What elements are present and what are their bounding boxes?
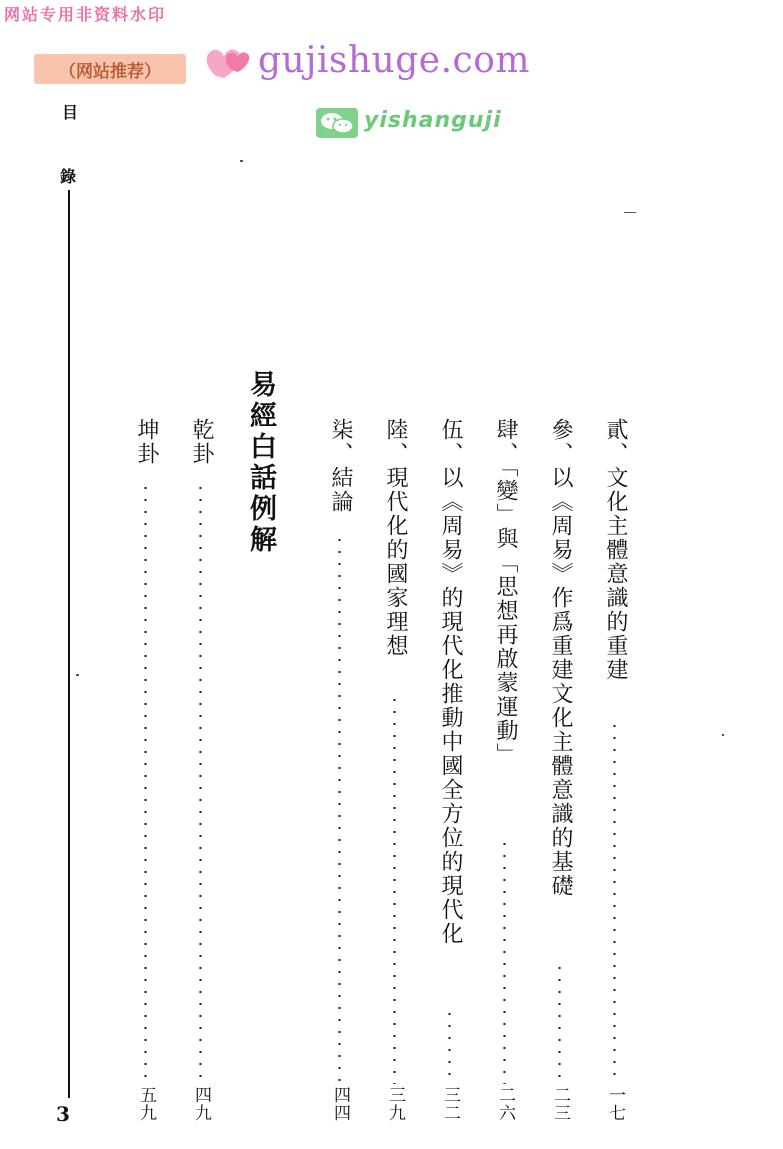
site-logo-text: gujishuge.com <box>258 40 531 81</box>
toc-entry <box>435 418 465 1138</box>
wechat-icon <box>316 108 358 138</box>
toc-entry <box>545 418 575 1138</box>
print-speck <box>76 674 79 676</box>
page-number: 3 <box>56 1102 70 1126</box>
recommend-badge: （网站推荐） <box>34 54 186 84</box>
toc-entry <box>600 418 630 1138</box>
dot-leader <box>558 962 561 1084</box>
dot-leader <box>613 720 616 1084</box>
toc-entry-page: 三九 <box>385 1086 405 1122</box>
dot-leader <box>199 482 202 1084</box>
dot-leader <box>144 482 147 1084</box>
toc-entry-title: 柒、結論 <box>328 418 353 514</box>
margin-char-lu: 錄 <box>60 167 77 186</box>
watermark-notice: 网站专用非资料水印 <box>4 5 167 24</box>
dot-leader <box>393 694 396 1084</box>
toc-entry <box>325 418 355 1138</box>
toc-entry-page: 三二 <box>440 1086 460 1122</box>
toc-entry-title: 坤卦 <box>134 418 159 466</box>
toc-entry-title: 乾卦 <box>189 418 214 466</box>
dot-leader <box>448 1008 451 1084</box>
dot-leader <box>338 534 341 1084</box>
toc-entry-page: 四四 <box>330 1086 350 1122</box>
toc-entry-title: 陸、現代化的國家理想 <box>383 418 408 658</box>
print-speck <box>624 212 636 213</box>
toc-entry-page: 二三 <box>550 1086 570 1122</box>
toc-entry-page: 二六 <box>495 1086 515 1122</box>
margin-char-mu: 目 <box>62 103 79 122</box>
margin-rule <box>68 190 70 1098</box>
print-speck <box>722 734 724 736</box>
toc-entry-page: 一七 <box>605 1086 625 1122</box>
toc-entry-title: 伍、以《周易》的現代化推動中國全方位的現代化 <box>438 418 463 946</box>
toc-entry <box>490 418 520 1138</box>
toc-entry <box>186 418 216 1138</box>
toc-entry <box>380 418 410 1138</box>
toc-entry-page: 四九 <box>191 1086 211 1122</box>
toc-entry-title: 參、以《周易》作爲重建文化主體意識的基礎 <box>548 418 573 898</box>
toc-entry-page: 五九 <box>136 1086 156 1122</box>
toc-entry <box>131 418 161 1138</box>
hearts-icon <box>202 40 254 82</box>
wechat-handle: yishanguji <box>364 108 502 133</box>
dot-leader <box>503 838 506 1084</box>
toc-entry-title: 貳、文化主體意識的重建 <box>603 418 628 682</box>
section-title: 易經白話例解 <box>245 370 276 556</box>
toc-entry-title: 肆、「變」與「思想再啟蒙運動」 <box>493 418 518 767</box>
print-speck <box>240 160 243 162</box>
